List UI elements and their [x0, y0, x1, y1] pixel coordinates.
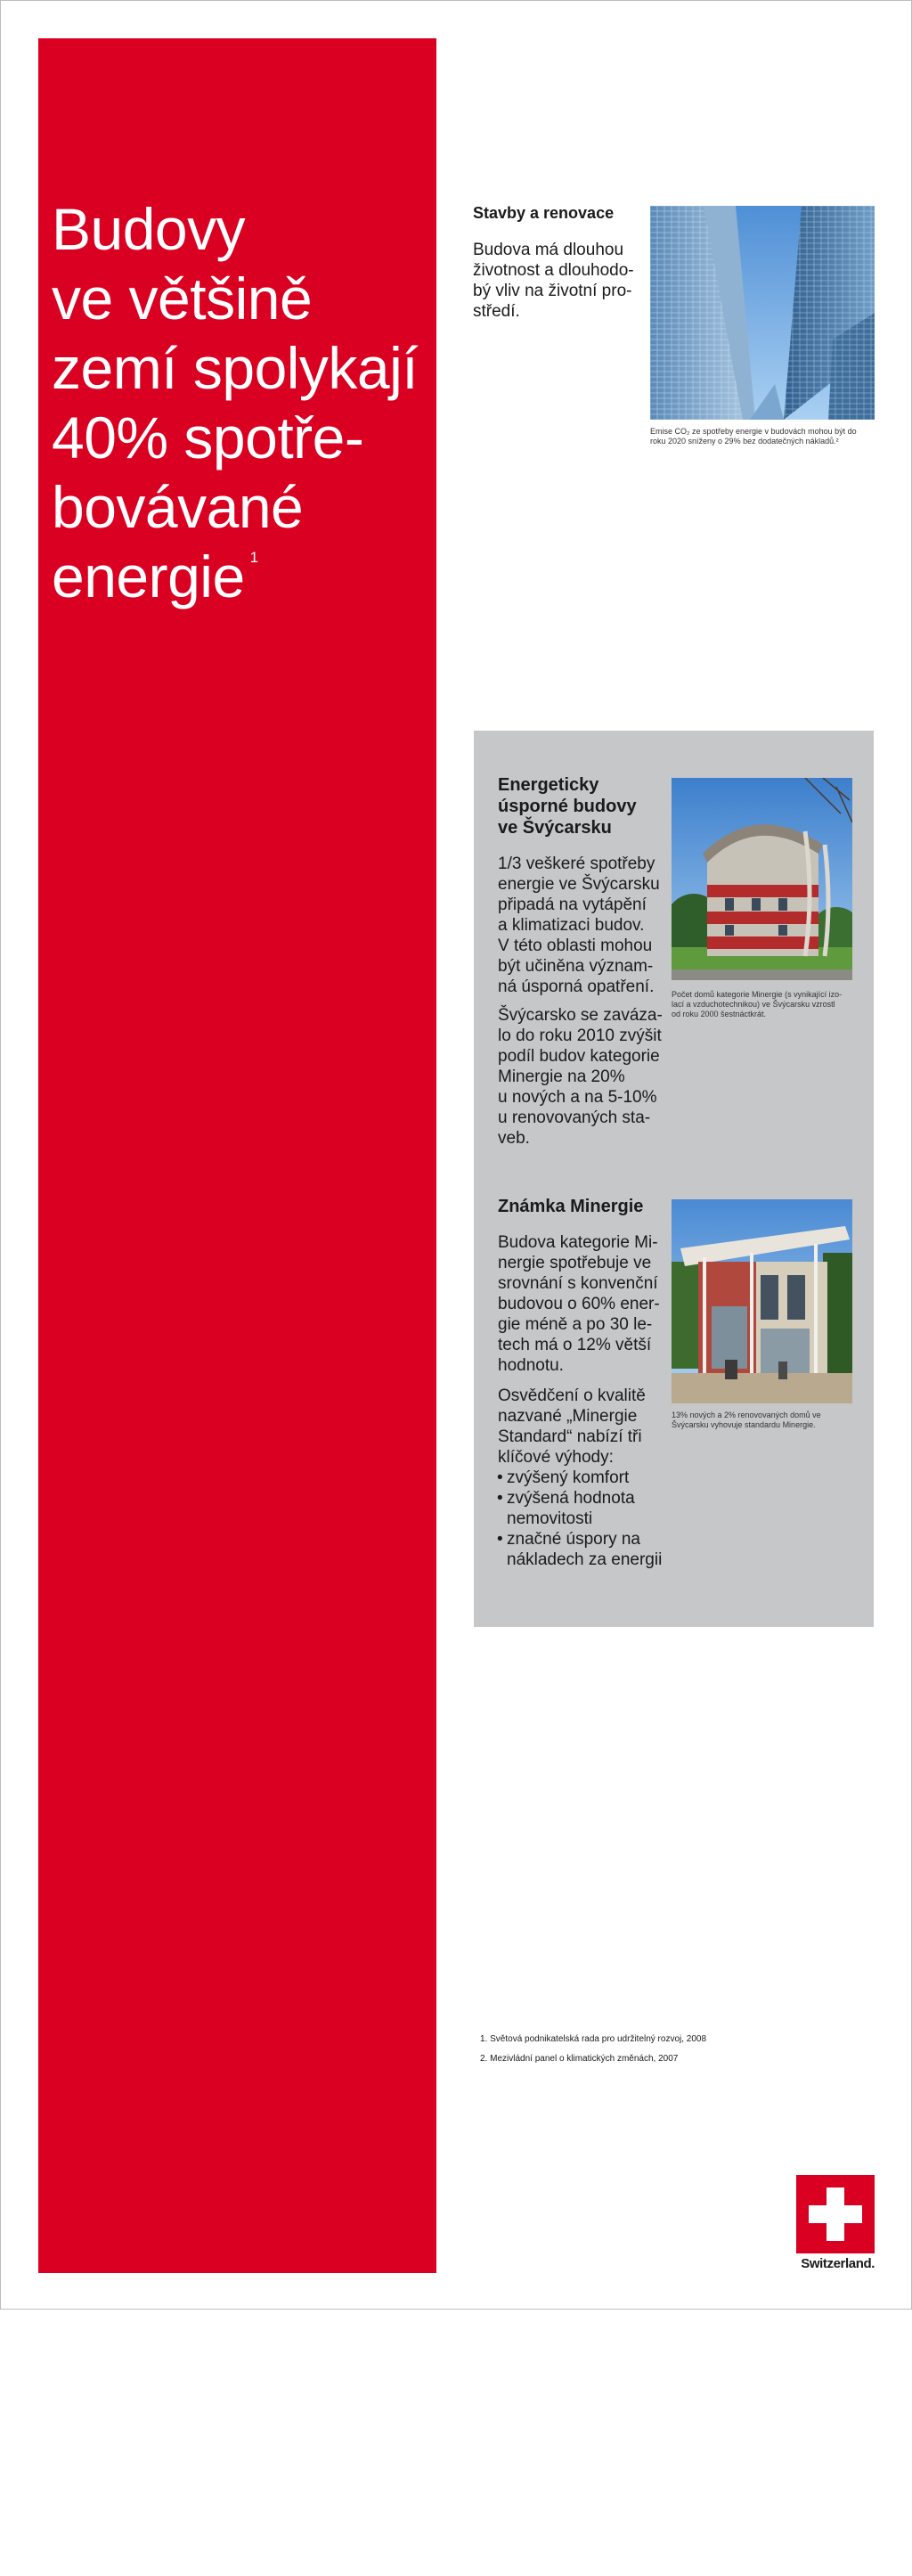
headline [52, 194, 430, 611]
section1-body-line: životnost a dlouhodo- [473, 261, 634, 280]
paragraph-line: budovou o 60% ener- [498, 1295, 660, 1313]
section1-caption [650, 427, 857, 446]
list-item-line: nemovitosti [507, 1509, 593, 1528]
section2-title-line: Energeticky [498, 775, 599, 795]
section3-title [498, 1196, 643, 1217]
list-item [498, 1529, 667, 1570]
list-item-line: nákladech za energii [507, 1550, 663, 1569]
skyscrapers-photo [650, 206, 875, 420]
section1-body-line: Budova má dlouhou [473, 241, 624, 259]
paragraph-line: veb. [498, 1129, 530, 1148]
section1-body-line: bý vliv na životní pro- [473, 282, 632, 300]
section3-paragraph-2 [498, 1386, 667, 1570]
paragraph-line: klíčové výhody: [498, 1448, 614, 1467]
headline-line: zemí spolykají [52, 335, 419, 401]
paragraph-line: gie méně a po 30 le- [498, 1315, 653, 1334]
paragraph-line: nazvané „Minergie [498, 1407, 638, 1426]
paragraph-line: podíl budov kategorie [498, 1047, 660, 1066]
paragraph-line: Švýcarsko se zaváza- [498, 1006, 663, 1025]
footnote: 1. Světová podnikatelská rada pro udržitelný rozvoj, 2008 [480, 2034, 707, 2044]
paragraph-line: 1/3 veškeré spotřeby [498, 855, 656, 873]
caption-line: od roku 2000 šestnáctkrát. [672, 1010, 767, 1018]
paragraph-line: lo do roku 2010 zvýšit [498, 1026, 662, 1045]
paragraph-line: Budova kategorie Mi- [498, 1233, 658, 1252]
list-item [498, 1468, 667, 1488]
section3-caption [672, 1411, 821, 1430]
list-item-line: • značné úspory na [507, 1530, 640, 1549]
paragraph-line: nergie spotřebuje ve [498, 1254, 652, 1272]
section2-title-line: úsporné budovy [498, 797, 637, 816]
footnote: 2. Mezivládní panel o klimatických změnách, 2007 [480, 2054, 679, 2064]
switzerland-logo [796, 2175, 875, 2271]
list-item [498, 1488, 667, 1529]
headline-line: ve většině [52, 266, 313, 331]
caption-line: Švýcarsku vyhovuje standardu Minergie. [672, 1420, 816, 1429]
minergie-round-house-photo [672, 778, 852, 980]
caption-line: lací a vzduchotechnikou) ve Švýcarsku vzrostl [672, 1000, 835, 1009]
info-box [474, 731, 874, 1627]
caption-line: roku 2020 sníženy o 29% bez dodatečných nákladů.² [650, 437, 839, 446]
section1-body-line: středí. [473, 302, 520, 321]
paragraph-line: hodnotu. [498, 1356, 564, 1375]
swiss-cross-icon [796, 2175, 875, 2253]
section2-title [498, 774, 637, 838]
paragraph-line: ná úsporná opatření. [498, 977, 655, 996]
paragraph-line: tech má o 12% větší [498, 1336, 652, 1354]
headline-footnote-ref: 1 [249, 549, 258, 566]
paragraph-line: u renovovaných sta- [498, 1108, 651, 1127]
caption-line: 13% nových a 2% renovovaných domů ve [672, 1411, 821, 1419]
paragraph-line: V této oblasti mohou [498, 936, 653, 955]
minergie-house-photo [672, 1199, 852, 1403]
paragraph-line: Minergie na 20% [498, 1067, 625, 1086]
headline-line: 40% spotře- [52, 405, 364, 470]
headline-line: bovávané [52, 474, 304, 540]
footnotes [480, 2030, 706, 2069]
section2-title-line: ve Švýcarsku [498, 818, 612, 838]
paragraph-line: a klimatizaci budov. [498, 916, 645, 935]
paragraph-line: energie ve Švýcarsku [498, 875, 660, 894]
section2-paragraph-2 [498, 1005, 667, 1149]
section1-body [473, 240, 633, 322]
caption-line: Emise CO₂ ze spotřeby energie v budovách mohou být do [650, 427, 857, 436]
list-item-line: • zvýšený komfort [507, 1468, 630, 1487]
paragraph-line: připadá na vytápění [498, 895, 647, 914]
paragraph-line: Standard“ nabízí tři [498, 1427, 642, 1446]
headline-line: Budovy [52, 196, 246, 262]
red-panel [38, 38, 436, 2273]
benefits-list [498, 1468, 667, 1570]
paragraph-line: Osvědčení o kvalitě [498, 1386, 646, 1405]
section3-paragraph-1 [498, 1232, 667, 1376]
section2-paragraph-1 [498, 854, 667, 997]
headline-last-word: energie [52, 544, 245, 609]
caption-line: Počet domů kategorie Minergie (s vynikající izo- [672, 990, 843, 999]
headline-line [52, 542, 430, 611]
paragraph-line: u nových a na 5-10% [498, 1088, 657, 1107]
section2-caption [672, 990, 842, 1019]
logo-text: Switzerland. [801, 2256, 875, 2271]
paragraph-line: srovnání s konvenční [498, 1274, 658, 1293]
list-item-line: • zvýšená hodnota [507, 1489, 635, 1508]
section1-title: Stavby a renovace [473, 204, 615, 222]
paragraph-line: být učiněna význam- [498, 957, 654, 976]
section3-title-text: Známka Minergie [498, 1197, 644, 1216]
